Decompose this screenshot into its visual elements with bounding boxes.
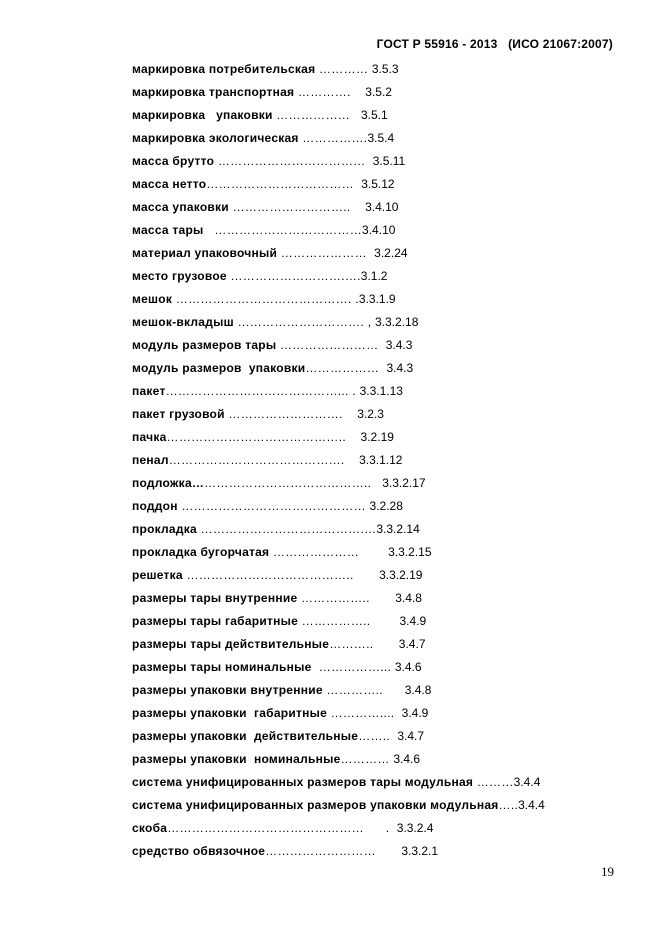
index-entry (132, 774, 622, 797)
index-term: размеры тары внутренние (132, 591, 298, 605)
section-reference: 3.3.2.18 (375, 315, 419, 329)
index-term: скоба (132, 821, 168, 835)
index-entry (132, 544, 622, 567)
section-reference: 3.4.4 (518, 798, 545, 812)
index-term: размеры упаковки внутренние (132, 683, 323, 697)
index-entry (132, 521, 622, 544)
dot-leader: ……………... (311, 660, 395, 674)
section-reference: 3.3.2.15 (388, 545, 432, 559)
index-entry (132, 659, 622, 682)
section-reference: 3.3.1.13 (359, 384, 403, 398)
dot-leader: ………… (315, 62, 372, 76)
index-term: пачка (132, 430, 167, 444)
section-reference: 3.4.10 (365, 200, 399, 214)
document-header: ГОСТ Р 55916 - 2013 (ИСО 21067:2007) (376, 37, 613, 51)
section-reference: 3.4.3 (385, 338, 413, 352)
dot-leader: ………………………. (224, 407, 358, 421)
section-reference: 3.5.1 (360, 108, 388, 122)
section-reference: 3.2.24 (374, 246, 408, 260)
index-term: пакет грузовой (132, 407, 225, 421)
index-entry (132, 337, 622, 360)
index-entry (132, 728, 622, 751)
index-term: место грузовое (132, 269, 227, 283)
index-entry (132, 751, 622, 774)
index-entry (132, 682, 622, 705)
index-term: система унифицированных размеров упаковки модульная (132, 798, 499, 812)
dot-leader: ………….... (327, 706, 402, 720)
index-entry (132, 153, 622, 176)
dot-leader: ……………. (298, 131, 368, 145)
index-entry (132, 820, 622, 843)
dot-leader: ……………………………………... . (165, 384, 360, 398)
dot-leader: …………………… (276, 338, 386, 352)
index-term: размеры тары действительные (132, 637, 330, 651)
section-reference: 3.4.10 (362, 223, 396, 237)
section-reference: 3.4.7 (398, 637, 426, 651)
section-reference: 3.5.11 (372, 154, 406, 168)
index-entry (132, 61, 622, 84)
dot-leader: ……………………………………. (168, 453, 360, 467)
section-reference: 3.5.2 (365, 85, 392, 99)
dot-leader: …………………………………….. (166, 430, 361, 444)
index-term: подложка… (132, 476, 205, 490)
index-entry (132, 843, 622, 866)
dot-leader: ……………………….…. (226, 269, 361, 283)
index-entry (132, 314, 622, 337)
index-entry (132, 567, 622, 590)
index-term: размеры упаковки номинальные (132, 752, 341, 766)
index-entry (132, 475, 622, 498)
dot-leader: ………………………………….… (196, 522, 377, 536)
section-reference: 3.2.28 (369, 499, 403, 513)
index-entry (132, 245, 622, 268)
section-reference: 3.3.2.1 (401, 844, 439, 858)
section-reference: 3.3.2.4 (396, 821, 434, 835)
section-reference: 3.3.1.12 (359, 453, 403, 467)
index-term: масса нетто (132, 177, 207, 191)
index-entry (132, 176, 622, 199)
section-reference: 3.4.9 (399, 614, 427, 628)
dot-leader: ……………………………… (203, 223, 363, 237)
section-reference: 3.4.6 (394, 660, 422, 674)
index-term: мешок-вкладыш (132, 315, 234, 329)
dot-leader: …….. (358, 729, 398, 743)
dot-leader: ………… (340, 752, 394, 766)
section-reference: 3.3.1.9 (358, 292, 396, 306)
index-entry (132, 130, 622, 153)
index-term: маркировка упаковки (132, 108, 273, 122)
section-reference: 3.5.12 (361, 177, 395, 191)
dot-leader: ………………… (269, 545, 389, 559)
index-term: система унифицированных размеров тары модульная (132, 775, 474, 789)
index-entry (132, 268, 622, 291)
index-term: поддон (132, 499, 178, 513)
index-entry (132, 199, 622, 222)
index-term: размеры упаковки габаритные (132, 706, 327, 720)
index-term: средство обвязочное (132, 844, 266, 858)
section-reference: 3.3.2.19 (379, 568, 423, 582)
section-reference: 3.5.3 (371, 62, 399, 76)
index-term: пакет (132, 384, 166, 398)
index-entry (132, 797, 622, 820)
dot-leader: ………………………………………… . (167, 821, 397, 835)
index-term: маркировка транспортная (132, 85, 295, 99)
dot-leader: …………. (294, 85, 366, 99)
section-reference: 3.4.4 (513, 775, 541, 789)
section-reference: 3.4.7 (397, 729, 425, 743)
dot-leader: ……………………………… (214, 154, 373, 168)
section-reference: 3.2.3 (357, 407, 384, 421)
index-entry (132, 705, 622, 728)
section-reference: 3.4.3 (386, 361, 414, 375)
section-reference: 3.2.19 (360, 430, 394, 444)
section-reference: 3.4.9 (401, 706, 429, 720)
index-entry (132, 383, 622, 406)
dot-leader: ……………… (272, 108, 361, 122)
index-term: мешок (132, 292, 173, 306)
dot-leader: ………….. (322, 683, 405, 697)
index-entry (132, 107, 622, 130)
index-entry (132, 429, 622, 452)
dot-leader: ……… (473, 775, 514, 789)
index-term: масса брутто (132, 154, 215, 168)
dot-leader: ……………… (305, 361, 387, 375)
index-term: модуль размеров упаковки (132, 361, 306, 375)
dot-leader: ……………………………………… (177, 499, 370, 513)
section-reference: 3.4.8 (395, 591, 422, 605)
dot-leader: ………………………………….. (204, 476, 383, 490)
index-term: масса упаковки (132, 200, 229, 214)
dot-leader: ….. (498, 798, 519, 812)
dot-leader: ……………………………………. . (172, 292, 359, 306)
index-entry (132, 222, 622, 245)
index-entry (132, 452, 622, 475)
index-entry (132, 360, 622, 383)
dot-leader: ………………………………….. (182, 568, 380, 582)
dot-leader: ………………… (277, 246, 375, 260)
dot-leader: …………….. (297, 591, 396, 605)
section-reference: 3.3.2.17 (382, 476, 426, 490)
index-entry (132, 590, 622, 613)
index-term: масса тары (132, 223, 204, 237)
index-term: маркировка потребительская (132, 62, 316, 76)
section-reference: 3.3.2.14 (376, 522, 420, 536)
index-term: материал упаковочный (132, 246, 278, 260)
index-term: модуль размеров тары (132, 338, 277, 352)
index-term: размеры тары габаритные (132, 614, 299, 628)
index-entry (132, 406, 622, 429)
index-entry (132, 613, 622, 636)
index-entry (132, 636, 622, 659)
index-entry (132, 84, 622, 107)
term-index-list (132, 61, 622, 866)
index-entry (132, 498, 622, 521)
dot-leader: ……………………… (265, 844, 402, 858)
section-reference: 3.4.8 (404, 683, 432, 697)
index-term: размеры тары номинальные (132, 660, 312, 674)
dot-leader: ……………………….. (228, 200, 366, 214)
section-reference: 3.4.6 (393, 752, 421, 766)
section-reference: 3.5.4 (367, 131, 395, 145)
index-entry (132, 291, 622, 314)
index-term: размеры упаковки действительные (132, 729, 359, 743)
dot-leader: ……………………………… (206, 177, 362, 191)
index-term: пенал (132, 453, 169, 467)
page-number: 19 (601, 864, 614, 879)
index-term: прокладка бугорчатая (132, 545, 270, 559)
dot-leader: ……….. (329, 637, 399, 651)
index-term: маркировка экологическая (132, 131, 299, 145)
section-reference: 3.1.2 (360, 269, 388, 283)
dot-leader: …………….. (298, 614, 400, 628)
index-term: прокладка (132, 522, 197, 536)
index-term: решетка (132, 568, 183, 582)
dot-leader: …………………………. , (233, 315, 375, 329)
